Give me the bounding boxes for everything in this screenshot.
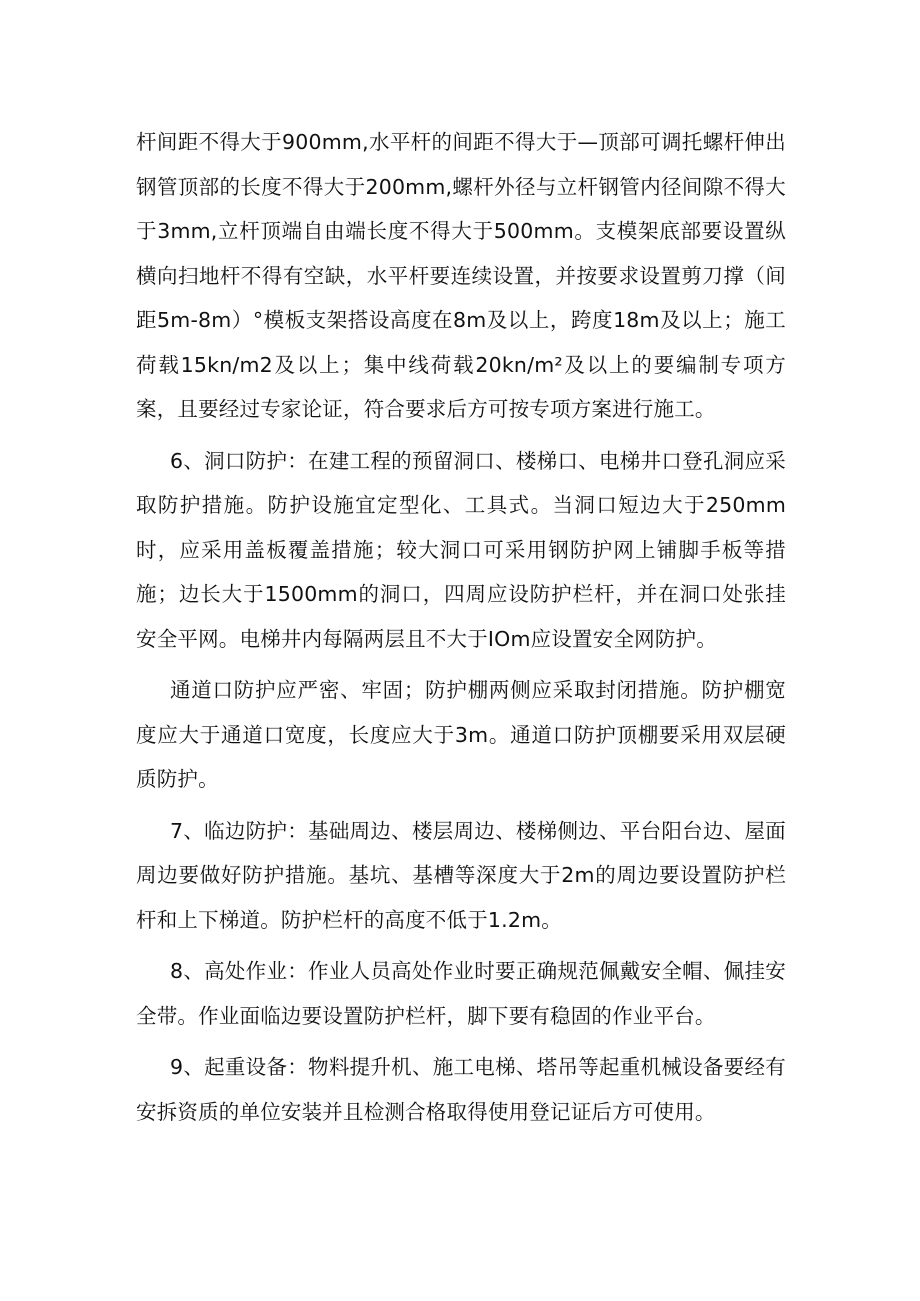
paragraph-continued-scaffold-requirements: 杆间距不得大于900mm,水平杆的间距不得大于—顶部可调托螺杆伸出钢管顶部的长度不得大于200mm,螺杆外径与立杆钢管内径间隙不得大于3mm,立杆顶端自由端长度不得大于500mm。支模架底部要设置纵横向扫地杆不得有空缺，水平杆要连续设置，并按要求设置剪刀撑（间距5m-8m）°模板支架搭设高度在8m及以上，跨度18m及以上；施工荷载15kn∕m2及以上；集中线荷载20kn∕m²及以上的要编制专项方案，且要经过专家论证，符合要求后方可按专项方案进行施工。 bbox=[136, 130, 786, 421]
paragraph-lifting-equipment: 9、起重设备：物料提升机、施工电梯、塔吊等起重机械设备要经有安拆资质的单位安装并且检测合格取得使用登记证后方可使用。 bbox=[136, 1055, 786, 1124]
paragraph-edge-protection: 7、临边防护：基础周边、楼层周边、楼梯侧边、平台阳台边、屋面周边要做好防护措施。基坑、基槽等深度大于2m的周边要设置防护栏杆和上下梯道。防护栏杆的高度不低于1.2m。 bbox=[136, 818, 786, 932]
document-body bbox=[136, 120, 786, 1141]
paragraph-opening-protection: 6、洞口防护：在建工程的预留洞口、楼梯口、电梯井口登孔洞应采取防护措施。防护设施宜定型化、工具式。当洞口短边大于250mm时，应采用盖板覆盖措施；较大洞口可采用钢防护网上铺脚手板等措施；边长大于1500mm的洞口，四周应设防护栏杆，并在洞口处张挂安全平网。电梯井内每隔两层且不大于IOm应设置安全网防护。 bbox=[136, 448, 786, 651]
paragraph-passage-protection: 通道口防护应严密、牢固；防护棚两侧应采取封闭措施。防护棚宽度应大于通道口宽度，长度应大于3m。通道口防护顶棚要采用双层硬质防护。 bbox=[136, 678, 786, 791]
paragraph-work-at-height: 8、高处作业：作业人员高处作业时要正确规范佩戴安全帽、佩挂安全带。作业面临边要设置防护栏杆，脚下要有稳固的作业平台。 bbox=[136, 959, 786, 1028]
